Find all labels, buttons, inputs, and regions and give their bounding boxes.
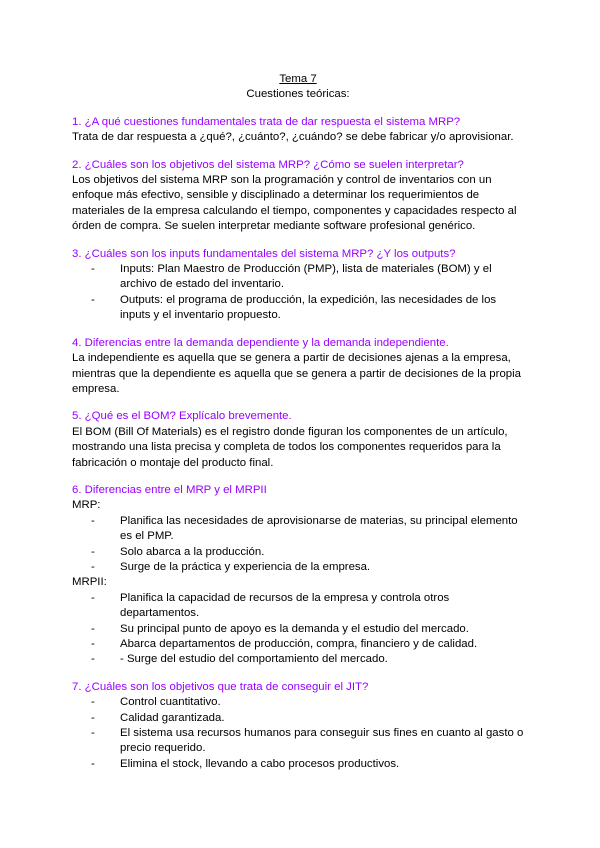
answer-paragraph: El BOM (Bill Of Materials) es el registro donde figuran los componentes de un artículo, mostrando una lista precisa y completa de todos los componentes requeridos para la fabricación o montaje del producto final. <box>72 425 508 469</box>
answer-paragraph: Trata de dar respuesta a ¿qué?, ¿cuánto?, ¿cuándo? se debe fabricar y/o aprovisionar. <box>72 131 514 144</box>
answer-paragraph: La independiente es aquella que se genera a partir de decisiones ajenas a la empresa, mientras que la dependiente es aquella que se genera a partir de decisiones de la propia empresa. <box>72 352 521 395</box>
section-3 <box>72 247 524 324</box>
document-subtitle: Cuestiones teóricas: <box>246 88 350 101</box>
question-heading: 7. ¿Cuáles son los objetivos que trata de conseguir el JIT? <box>72 680 369 693</box>
answer-paragraph: Los objetivos del sistema MRP son la programación y control de inventarios con un enfoque más efectivo, sensible y disciplinado a determinar los requerimientos de materiales de la empresa calculando el tiempo, componentes y capacidades respecto al órden de compra. Se suelen interpretar mediante software profesional genérico. <box>72 174 517 233</box>
section-2 <box>72 158 524 235</box>
answer-list <box>72 262 524 324</box>
list-item: - Abarca departamentos de producción, compra, financiero y de calidad. <box>120 637 524 652</box>
list-item: - Control cuantitativo. <box>120 695 524 710</box>
list-item: - Calidad garantizada. <box>120 711 524 726</box>
document-title: Tema 7 <box>279 73 317 85</box>
list-item: - Solo abarca a la producción. <box>120 545 524 560</box>
question-heading: 1. ¿A qué cuestiones fundamentales trata de dar respuesta el sistema MRP? <box>72 115 461 128</box>
list-item: - Su principal punto de apoyo es la demanda y el estudio del mercado. <box>120 622 524 637</box>
list-item: - Surge de la práctica y experiencia de la empresa. <box>120 560 524 575</box>
section-5 <box>72 409 524 471</box>
question-heading: 6. Diferencias entre el MRP y el MRPII <box>72 483 267 496</box>
list-item: - - Surge del estudio del comportamiento del mercado. <box>120 652 524 667</box>
list-item: - Planifica la capacidad de recursos de la empresa y controla otros departamentos. <box>120 591 524 622</box>
question-heading: 4. Diferencias entre la demanda dependiente y la demanda independiente. <box>72 336 449 349</box>
list-item: - Planifica las necesidades de aprovisionarse de materias, su principal elemento es el PMP. <box>120 514 524 545</box>
section-4 <box>72 336 524 398</box>
question-heading: 2. ¿Cuáles son los objetivos del sistema MRP? ¿Cómo se suelen interpretar? <box>72 158 464 171</box>
question-heading: 3. ¿Cuáles son los inputs fundamentales del sistema MRP? ¿Y los outputs? <box>72 247 456 260</box>
group-label-mrpii: MRPII: <box>72 576 107 589</box>
answer-list-mrpii <box>72 591 524 668</box>
list-item: - El sistema usa recursos humanos para conseguir sus fines en cuanto al gasto o precio requerido. <box>120 726 524 757</box>
section-1 <box>72 115 524 146</box>
list-item: - Elimina el stock, llevando a cabo procesos productivos. <box>120 757 524 772</box>
answer-list <box>72 695 524 772</box>
group-label-mrp: MRP: <box>72 499 101 512</box>
section-6 <box>72 483 524 668</box>
answer-list-mrp <box>72 514 524 576</box>
list-item: - Inputs: Plan Maestro de Producción (PMP), lista de materiales (BOM) y el archivo de estado del inventario. <box>120 262 524 293</box>
section-7 <box>72 680 524 772</box>
list-item: - Outputs: el programa de producción, la expedición, las necesidades de los inputs y el inventario propuesto. <box>120 293 524 324</box>
question-heading: 5. ¿Qué es el BOM? Explícalo brevemente. <box>72 410 292 423</box>
